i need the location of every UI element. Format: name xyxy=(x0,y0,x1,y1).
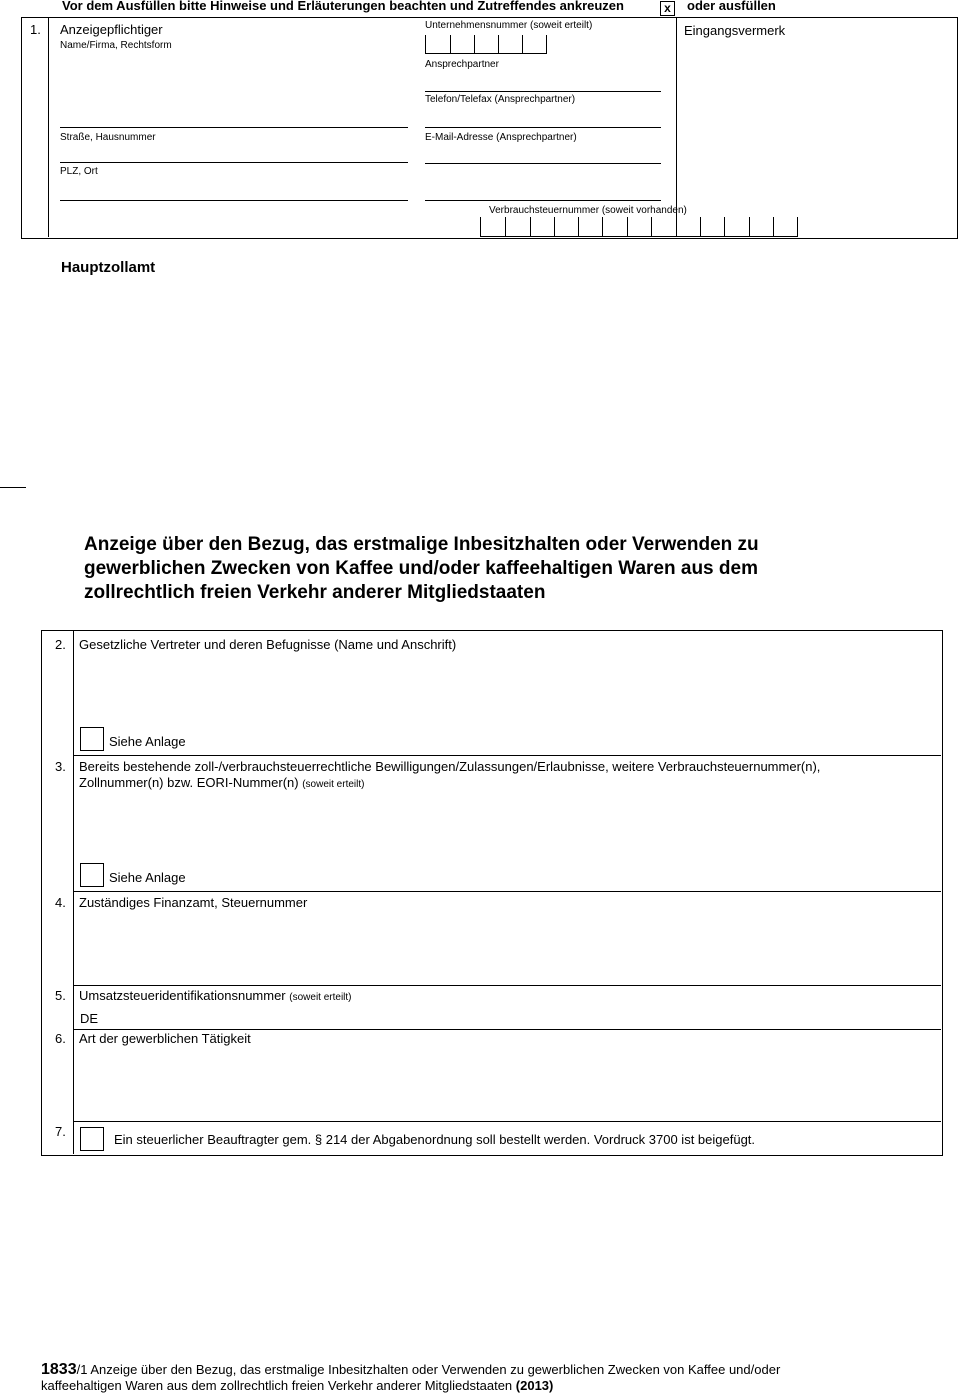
section4-label: Zuständiges Finanzamt, Steuernummer xyxy=(79,895,308,910)
form-title-line3: zollrechtlich freien Verkehr anderer Mitgliedstaaten xyxy=(84,582,546,603)
section3-number: 3. xyxy=(55,759,66,774)
contact-field[interactable] xyxy=(425,91,661,92)
phone-field[interactable] xyxy=(425,127,661,128)
excise-label: Verbrauchsteuernummer (soweit vorhanden) xyxy=(489,205,687,216)
section3-line1: Bereits bestehende zoll-/verbrauchsteuerrechtliche Bewilligungen/Zulassungen/Erlaubnisse, weitere Verbrauchsteuernummer(n), xyxy=(79,759,821,774)
sections-frame xyxy=(41,630,943,1156)
vat-prefix: DE xyxy=(80,1011,99,1026)
instruction-checkbox: x xyxy=(660,1,675,16)
section5-note: (soweit erteilt) xyxy=(289,992,352,1003)
company-number-label: Unternehmensnummer (soweit erteilt) xyxy=(425,20,593,31)
section5-number: 5. xyxy=(55,988,66,1003)
section3-attachment-checkbox[interactable] xyxy=(80,863,104,887)
company-number-field[interactable] xyxy=(425,53,547,54)
section7-label: Ein steuerlicher Beauftragter gem. § 214 der Abgabenordnung soll bestellt werden. Vordruck 3700 ist beigefügt. xyxy=(114,1132,756,1147)
street-field[interactable] xyxy=(60,162,408,163)
section2-label: Gesetzliche Vertreter und deren Befugnisse (Name und Anschrift) xyxy=(79,637,457,652)
instruction-text: Vor dem Ausfüllen bitte Hinweise und Erläuterungen beachten und Zutreffendes ankreuzen xyxy=(62,0,624,13)
form-number: 1833 xyxy=(41,1361,77,1378)
form-title-line1: Anzeige über den Bezug, das erstmalige Inbesitzhalten oder Verwenden zu xyxy=(84,534,759,555)
section7-number: 7. xyxy=(55,1124,66,1139)
section6-label: Art der gewerblichen Tätigkeit xyxy=(79,1031,251,1046)
city-field[interactable] xyxy=(60,200,408,201)
instruction-or-fill: oder ausfüllen xyxy=(687,0,776,13)
section4-number: 4. xyxy=(55,895,66,910)
section3-attachment-label: Siehe Anlage xyxy=(109,870,186,885)
contact-label: Ansprechpartner xyxy=(425,59,499,70)
section3-note: (soweit erteilt) xyxy=(302,779,365,790)
name-field[interactable] xyxy=(60,127,408,128)
fold-mark xyxy=(0,487,26,488)
office-label: Hauptzollamt xyxy=(61,259,156,276)
name-label: Name/Firma, Rechtsform xyxy=(60,40,172,51)
section2-number: 2. xyxy=(55,637,66,652)
form-suffix: /1 xyxy=(76,1362,88,1377)
section5-label: Umsatzsteueridentifikationsnummer (soweit erteilt) xyxy=(79,988,352,1003)
email-field[interactable] xyxy=(425,163,661,164)
form-year: (2013) xyxy=(515,1378,554,1393)
excise-number-field[interactable] xyxy=(480,236,798,237)
section1-number: 1. xyxy=(30,22,41,37)
form-title-line2: gewerblichen Zwecken von Kaffee und/oder kaffeehaltigen Waren aus dem xyxy=(84,558,758,579)
footer-line1: 1833/1 Anzeige über den Bezug, das erstmalige Inbesitzhalten oder Verwenden zu gewerblichen Zwecken von Kaffee und/oder xyxy=(41,1361,781,1378)
footer-line2: kaffeehaltigen Waren aus dem zollrechtlich freien Verkehr anderer Mitgliedstaaten (2013) xyxy=(41,1378,554,1393)
section1-title: Anzeigepflichtiger xyxy=(60,22,163,37)
city-label: PLZ, Ort xyxy=(60,166,98,177)
section3-line2: Zollnummer(n) bzw. EORI-Nummer(n) (soweit erteilt) xyxy=(79,775,365,790)
email-label: E-Mail-Adresse (Ansprechpartner) xyxy=(425,132,577,143)
street-label: Straße, Hausnummer xyxy=(60,132,156,143)
section2-attachment-label: Siehe Anlage xyxy=(109,734,186,749)
section6-number: 6. xyxy=(55,1031,66,1046)
phone-label: Telefon/Telefax (Ansprechpartner) xyxy=(425,94,576,105)
section2-attachment-checkbox[interactable] xyxy=(80,727,104,751)
section7-checkbox[interactable] xyxy=(80,1127,104,1151)
receipt-label: Eingangsvermerk xyxy=(684,23,786,38)
